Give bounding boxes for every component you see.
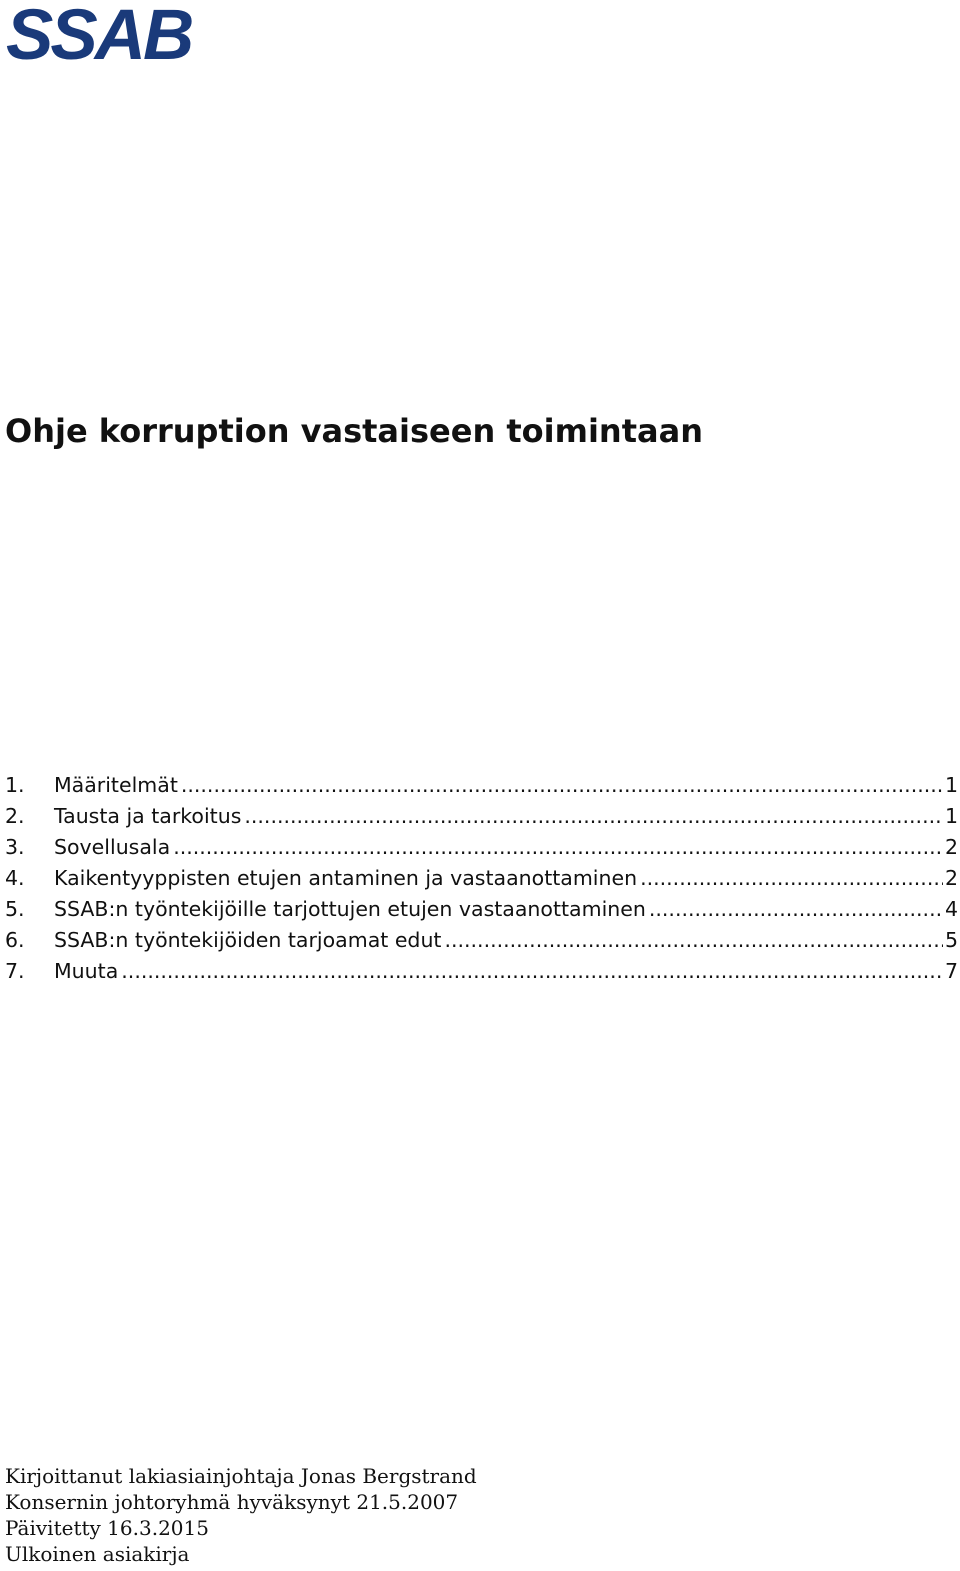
toc-entry-page: 2 <box>944 866 958 890</box>
toc-entry-page: 1 <box>944 773 958 797</box>
toc-entry-page: 5 <box>944 928 958 952</box>
toc-dot-leader <box>640 863 943 894</box>
toc-entry-number: 5. <box>5 897 25 921</box>
toc-entry-page: 1 <box>944 804 958 828</box>
toc-entry[interactable] <box>5 925 958 956</box>
toc-entry-number: 2. <box>5 804 25 828</box>
ssab-logo <box>6 2 192 62</box>
toc-entry-number: 4. <box>5 866 25 890</box>
toc-dot-leader <box>649 894 943 925</box>
footer-author: Kirjoittanut lakiasiainjohtaja Jonas Bergstrand <box>5 1464 477 1488</box>
toc-entry-page: 2 <box>944 835 958 859</box>
toc-entry-label: Kaikentyyppisten etujen antaminen ja vastaanottaminen <box>54 866 638 890</box>
toc-dot-leader <box>244 801 943 832</box>
toc-entry-page: 7 <box>944 959 958 983</box>
toc-entry-label: SSAB:n työntekijöille tarjottujen etujen vastaanottaminen <box>54 897 646 921</box>
toc-entry[interactable] <box>5 801 958 832</box>
toc-entry-label: Määritelmät <box>54 773 178 797</box>
toc-entry[interactable] <box>5 832 958 863</box>
toc-entry-label: Muuta <box>54 959 119 983</box>
toc-entry[interactable] <box>5 770 958 801</box>
toc-dot-leader <box>181 770 943 801</box>
toc-entry-page: 4 <box>944 897 958 921</box>
toc-entry-label: Tausta ja tarkoitus <box>54 804 242 828</box>
document-footer <box>5 1463 477 1567</box>
footer-updated: Päivitetty 16.3.2015 <box>5 1516 209 1540</box>
toc-dot-leader <box>121 956 943 987</box>
ssab-logo-icon <box>6 2 192 62</box>
toc-dot-leader <box>444 925 942 956</box>
document-title: Ohje korruption vastaiseen toimintaan <box>5 412 703 450</box>
toc-entry-number: 6. <box>5 928 25 952</box>
toc-entry-number: 3. <box>5 835 25 859</box>
toc-entry[interactable] <box>5 956 958 987</box>
table-of-contents <box>5 770 958 987</box>
toc-dot-leader <box>173 832 943 863</box>
toc-entry[interactable] <box>5 863 958 894</box>
toc-entry-label: SSAB:n työntekijöiden tarjoamat edut <box>54 928 442 952</box>
ssab-logo-text: SSAB <box>6 2 192 62</box>
toc-entry-label: Sovellusala <box>54 835 171 859</box>
toc-entry[interactable] <box>5 894 958 925</box>
footer-approved: Konsernin johtoryhmä hyväksynyt 21.5.2007 <box>5 1490 459 1514</box>
toc-entry-number: 1. <box>5 773 25 797</box>
footer-classification: Ulkoinen asiakirja <box>5 1542 190 1566</box>
toc-entry-number: 7. <box>5 959 25 983</box>
